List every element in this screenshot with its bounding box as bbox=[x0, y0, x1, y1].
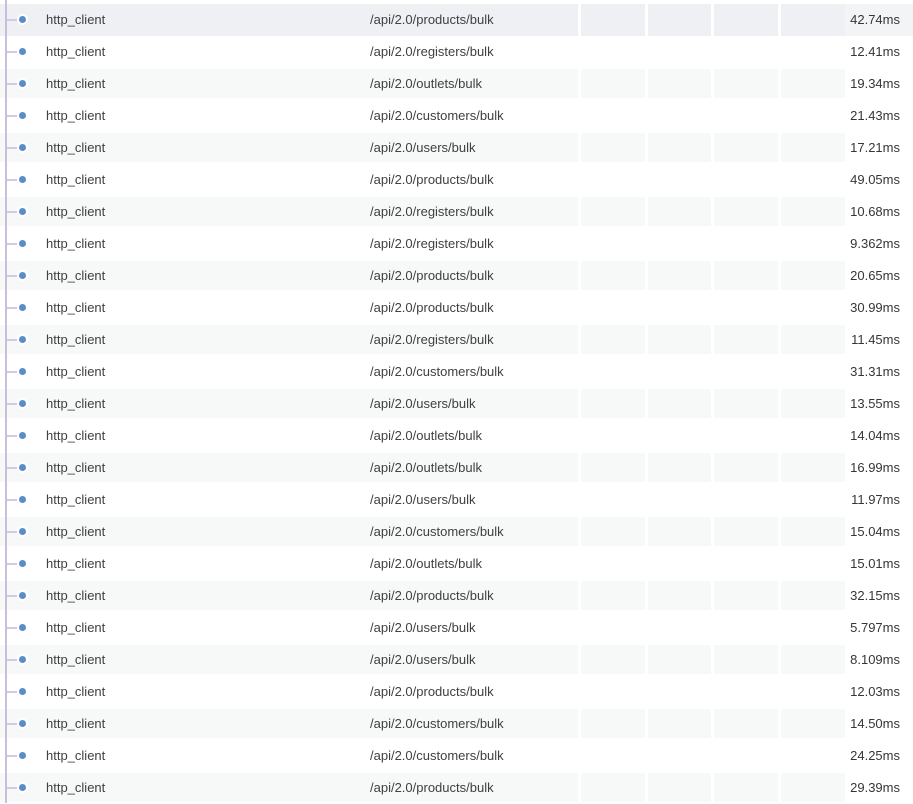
span-type-dot-icon[interactable] bbox=[19, 240, 26, 247]
timeline-grid-divider bbox=[778, 68, 781, 100]
span-duration-value: 12.03ms bbox=[845, 676, 913, 708]
timeline-grid-divider bbox=[578, 580, 581, 612]
span-service-label: http_client bbox=[46, 172, 106, 187]
span-resource-label: /api/2.0/customers/bulk bbox=[370, 748, 504, 763]
span-row[interactable] bbox=[0, 4, 913, 36]
timeline-grid-divider bbox=[578, 772, 581, 804]
timeline-grid-divider bbox=[711, 484, 714, 516]
span-service-label: http_client bbox=[46, 684, 106, 699]
tree-connector-line bbox=[6, 627, 19, 629]
tree-connector-line bbox=[6, 339, 19, 341]
timeline-grid-divider bbox=[645, 68, 648, 100]
span-resource-label: /api/2.0/customers/bulk bbox=[370, 364, 504, 379]
timeline-grid-divider bbox=[645, 644, 648, 676]
span-service-label: http_client bbox=[46, 588, 106, 603]
span-resource-label: /api/2.0/products/bulk bbox=[370, 12, 494, 27]
span-type-dot-icon[interactable] bbox=[19, 656, 26, 663]
tree-connector-line bbox=[6, 691, 19, 693]
timeline-grid-divider bbox=[778, 548, 781, 580]
timeline-grid-divider bbox=[645, 324, 648, 356]
timeline-grid-divider bbox=[645, 228, 648, 260]
tree-connector-line bbox=[6, 371, 19, 373]
timeline-grid-divider bbox=[778, 4, 781, 36]
span-resource-label: /api/2.0/users/bulk bbox=[370, 140, 476, 155]
span-service-label: http_client bbox=[46, 76, 106, 91]
span-duration-value: 17.21ms bbox=[845, 132, 913, 164]
timeline-grid-divider bbox=[778, 516, 781, 548]
span-type-dot-icon[interactable] bbox=[19, 112, 26, 119]
span-row[interactable] bbox=[0, 36, 913, 68]
timeline-grid-divider bbox=[711, 324, 714, 356]
span-service-label: http_client bbox=[46, 620, 106, 635]
span-duration-value: 21.43ms bbox=[845, 100, 913, 132]
span-row[interactable] bbox=[0, 132, 913, 164]
timeline-grid-divider bbox=[578, 484, 581, 516]
span-type-dot-icon[interactable] bbox=[19, 400, 26, 407]
span-type-dot-icon[interactable] bbox=[19, 336, 26, 343]
span-service-label: http_client bbox=[46, 364, 106, 379]
tree-connector-line bbox=[6, 787, 19, 789]
span-service-label: http_client bbox=[46, 556, 106, 571]
tree-connector-line bbox=[6, 147, 19, 149]
span-resource-label: /api/2.0/products/bulk bbox=[370, 300, 494, 315]
timeline-grid-divider bbox=[578, 644, 581, 676]
timeline-grid-divider bbox=[711, 420, 714, 452]
span-service-label: http_client bbox=[46, 268, 106, 283]
timeline-grid-divider bbox=[578, 36, 581, 68]
span-type-dot-icon[interactable] bbox=[19, 560, 26, 567]
span-duration-value: 42.74ms bbox=[845, 4, 913, 36]
span-duration-value: 29.39ms bbox=[845, 772, 913, 804]
timeline-grid-divider bbox=[578, 260, 581, 292]
timeline-grid-divider bbox=[578, 68, 581, 100]
timeline-grid-divider bbox=[578, 292, 581, 324]
timeline-grid-divider bbox=[578, 420, 581, 452]
tree-connector-line bbox=[6, 755, 19, 757]
timeline-grid-divider bbox=[578, 740, 581, 772]
timeline-grid-divider bbox=[578, 324, 581, 356]
span-duration-value: 31.31ms bbox=[845, 356, 913, 388]
span-service-label: http_client bbox=[46, 652, 106, 667]
span-row[interactable] bbox=[0, 164, 913, 196]
span-row[interactable] bbox=[0, 68, 913, 100]
timeline-grid-divider bbox=[711, 356, 714, 388]
span-duration-value: 10.68ms bbox=[845, 196, 913, 228]
span-service-label: http_client bbox=[46, 12, 106, 27]
timeline-grid-divider bbox=[578, 228, 581, 260]
span-row[interactable] bbox=[0, 548, 913, 580]
timeline-grid-divider bbox=[645, 388, 648, 420]
span-row[interactable] bbox=[0, 260, 913, 292]
timeline-grid-divider bbox=[778, 708, 781, 740]
span-type-dot-icon[interactable] bbox=[19, 304, 26, 311]
timeline-grid-divider bbox=[778, 484, 781, 516]
span-duration-value: 49.05ms bbox=[845, 164, 913, 196]
timeline-grid-divider bbox=[578, 100, 581, 132]
span-duration-value: 12.41ms bbox=[845, 36, 913, 68]
span-row[interactable] bbox=[0, 772, 913, 804]
timeline-grid-divider bbox=[778, 260, 781, 292]
timeline-grid-divider bbox=[645, 612, 648, 644]
timeline-grid-divider bbox=[778, 388, 781, 420]
span-duration-value: 15.04ms bbox=[845, 516, 913, 548]
tree-connector-line bbox=[6, 243, 19, 245]
span-type-dot-icon[interactable] bbox=[19, 464, 26, 471]
span-service-label: http_client bbox=[46, 236, 106, 251]
tree-connector-line bbox=[6, 595, 19, 597]
timeline-grid-divider bbox=[578, 356, 581, 388]
span-type-dot-icon[interactable] bbox=[19, 432, 26, 439]
timeline-grid-divider bbox=[711, 164, 714, 196]
span-row[interactable] bbox=[0, 100, 913, 132]
timeline-grid-divider bbox=[778, 196, 781, 228]
span-resource-label: /api/2.0/users/bulk bbox=[370, 652, 476, 667]
span-service-label: http_client bbox=[46, 716, 106, 731]
timeline-grid-divider bbox=[711, 68, 714, 100]
timeline-grid-divider bbox=[778, 324, 781, 356]
span-service-label: http_client bbox=[46, 300, 106, 315]
trace-tree-rail bbox=[5, 0, 7, 803]
timeline-grid-divider bbox=[711, 228, 714, 260]
span-resource-label: /api/2.0/users/bulk bbox=[370, 620, 476, 635]
timeline-grid-divider bbox=[778, 132, 781, 164]
span-type-dot-icon[interactable] bbox=[19, 80, 26, 87]
span-service-label: http_client bbox=[46, 460, 106, 475]
span-resource-label: /api/2.0/users/bulk bbox=[370, 492, 476, 507]
timeline-grid-divider bbox=[711, 388, 714, 420]
timeline-grid-divider bbox=[711, 740, 714, 772]
span-resource-label: /api/2.0/registers/bulk bbox=[370, 44, 494, 59]
span-type-dot-icon[interactable] bbox=[19, 16, 26, 23]
span-type-dot-icon[interactable] bbox=[19, 688, 26, 695]
timeline-grid-divider bbox=[778, 612, 781, 644]
span-duration-value: 32.15ms bbox=[845, 580, 913, 612]
span-row[interactable] bbox=[0, 484, 913, 516]
span-duration-value: 13.55ms bbox=[845, 388, 913, 420]
timeline-grid-divider bbox=[578, 164, 581, 196]
timeline-grid-divider bbox=[778, 452, 781, 484]
span-duration-value: 15.01ms bbox=[845, 548, 913, 580]
span-service-label: http_client bbox=[46, 108, 106, 123]
timeline-grid-divider bbox=[645, 260, 648, 292]
span-row[interactable] bbox=[0, 388, 913, 420]
timeline-grid-divider bbox=[711, 612, 714, 644]
tree-connector-line bbox=[6, 563, 19, 565]
span-row[interactable] bbox=[0, 708, 913, 740]
timeline-grid-divider bbox=[711, 260, 714, 292]
span-resource-label: /api/2.0/customers/bulk bbox=[370, 524, 504, 539]
timeline-grid-divider bbox=[711, 644, 714, 676]
span-resource-label: /api/2.0/users/bulk bbox=[370, 396, 476, 411]
timeline-grid-divider bbox=[778, 36, 781, 68]
timeline-grid-divider bbox=[711, 4, 714, 36]
timeline-grid-divider bbox=[778, 644, 781, 676]
timeline-grid-divider bbox=[711, 132, 714, 164]
span-row[interactable] bbox=[0, 292, 913, 324]
timeline-grid-divider bbox=[711, 580, 714, 612]
span-row[interactable] bbox=[0, 612, 913, 644]
span-row[interactable] bbox=[0, 452, 913, 484]
timeline-grid-divider bbox=[711, 772, 714, 804]
span-service-label: http_client bbox=[46, 748, 106, 763]
timeline-grid-divider bbox=[645, 4, 648, 36]
span-type-dot-icon[interactable] bbox=[19, 784, 26, 791]
timeline-grid-divider bbox=[711, 708, 714, 740]
timeline-grid-divider bbox=[578, 4, 581, 36]
span-service-label: http_client bbox=[46, 780, 106, 795]
timeline-grid-divider bbox=[645, 100, 648, 132]
timeline-grid-divider bbox=[645, 36, 648, 68]
span-resource-label: /api/2.0/customers/bulk bbox=[370, 716, 504, 731]
span-duration-value: 11.45ms bbox=[845, 324, 913, 356]
span-type-dot-icon[interactable] bbox=[19, 272, 26, 279]
span-resource-label: /api/2.0/registers/bulk bbox=[370, 332, 494, 347]
span-type-dot-icon[interactable] bbox=[19, 48, 26, 55]
tree-connector-line bbox=[6, 467, 19, 469]
span-duration-value: 5.797ms bbox=[845, 612, 913, 644]
tree-connector-line bbox=[6, 83, 19, 85]
span-row[interactable] bbox=[0, 740, 913, 772]
tree-connector-line bbox=[6, 19, 19, 21]
timeline-grid-divider bbox=[711, 196, 714, 228]
span-duration-value: 19.34ms bbox=[845, 68, 913, 100]
timeline-grid-divider bbox=[778, 164, 781, 196]
span-service-label: http_client bbox=[46, 428, 106, 443]
span-resource-label: /api/2.0/products/bulk bbox=[370, 172, 494, 187]
span-duration-value: 20.65ms bbox=[845, 260, 913, 292]
timeline-grid-divider bbox=[645, 708, 648, 740]
span-type-dot-icon[interactable] bbox=[19, 528, 26, 535]
span-row[interactable] bbox=[0, 228, 913, 260]
span-list bbox=[0, 4, 913, 804]
span-resource-label: /api/2.0/products/bulk bbox=[370, 588, 494, 603]
timeline-grid-divider bbox=[645, 580, 648, 612]
timeline-grid-divider bbox=[711, 100, 714, 132]
timeline-grid-divider bbox=[578, 708, 581, 740]
span-duration-value: 24.25ms bbox=[845, 740, 913, 772]
span-resource-label: /api/2.0/outlets/bulk bbox=[370, 76, 483, 91]
timeline-grid-divider bbox=[711, 452, 714, 484]
timeline-grid-divider bbox=[645, 292, 648, 324]
tree-connector-line bbox=[6, 403, 19, 405]
timeline-grid-divider bbox=[645, 420, 648, 452]
timeline-grid-divider bbox=[578, 548, 581, 580]
span-resource-label: /api/2.0/products/bulk bbox=[370, 684, 494, 699]
timeline-grid-divider bbox=[778, 420, 781, 452]
tree-connector-line bbox=[6, 307, 19, 309]
tree-connector-line bbox=[6, 211, 19, 213]
span-row[interactable] bbox=[0, 196, 913, 228]
span-type-dot-icon[interactable] bbox=[19, 624, 26, 631]
timeline-grid-divider bbox=[578, 388, 581, 420]
span-service-label: http_client bbox=[46, 524, 106, 539]
span-duration-value: 14.50ms bbox=[845, 708, 913, 740]
timeline-grid-divider bbox=[778, 292, 781, 324]
tree-connector-line bbox=[6, 51, 19, 53]
span-resource-label: /api/2.0/outlets/bulk bbox=[370, 428, 483, 443]
timeline-grid-divider bbox=[778, 676, 781, 708]
span-type-dot-icon[interactable] bbox=[19, 176, 26, 183]
timeline-grid-divider bbox=[778, 228, 781, 260]
span-type-dot-icon[interactable] bbox=[19, 752, 26, 759]
span-row[interactable] bbox=[0, 324, 913, 356]
timeline-grid-divider bbox=[645, 548, 648, 580]
timeline-grid-divider bbox=[578, 612, 581, 644]
timeline-grid-divider bbox=[578, 676, 581, 708]
span-type-dot-icon[interactable] bbox=[19, 208, 26, 215]
span-service-label: http_client bbox=[46, 492, 106, 507]
tree-connector-line bbox=[6, 499, 19, 501]
span-duration-value: 16.99ms bbox=[845, 452, 913, 484]
span-type-dot-icon[interactable] bbox=[19, 144, 26, 151]
span-type-dot-icon[interactable] bbox=[19, 496, 26, 503]
timeline-grid-divider bbox=[578, 516, 581, 548]
timeline-grid-divider bbox=[645, 452, 648, 484]
timeline-grid-divider bbox=[645, 484, 648, 516]
timeline-grid-divider bbox=[778, 772, 781, 804]
span-resource-label: /api/2.0/products/bulk bbox=[370, 780, 494, 795]
timeline-grid-divider bbox=[778, 100, 781, 132]
timeline-grid-divider bbox=[578, 132, 581, 164]
timeline-grid-divider bbox=[645, 356, 648, 388]
span-resource-label: /api/2.0/products/bulk bbox=[370, 268, 494, 283]
span-duration-value: 11.97ms bbox=[845, 484, 913, 516]
timeline-grid-divider bbox=[645, 132, 648, 164]
span-duration-value: 14.04ms bbox=[845, 420, 913, 452]
timeline-grid-divider bbox=[645, 772, 648, 804]
tree-connector-line bbox=[6, 435, 19, 437]
span-row[interactable] bbox=[0, 644, 913, 676]
span-row[interactable] bbox=[0, 356, 913, 388]
timeline-grid-divider bbox=[645, 516, 648, 548]
span-service-label: http_client bbox=[46, 44, 106, 59]
tree-connector-line bbox=[6, 275, 19, 277]
span-duration-value: 9.362ms bbox=[845, 228, 913, 260]
timeline-grid-divider bbox=[645, 196, 648, 228]
timeline-grid-divider bbox=[778, 740, 781, 772]
tree-connector-line bbox=[6, 723, 19, 725]
span-row[interactable] bbox=[0, 580, 913, 612]
span-duration-value: 30.99ms bbox=[845, 292, 913, 324]
span-service-label: http_client bbox=[46, 204, 106, 219]
timeline-grid-divider bbox=[711, 36, 714, 68]
timeline-grid-divider bbox=[711, 292, 714, 324]
timeline-grid-divider bbox=[711, 548, 714, 580]
span-row[interactable] bbox=[0, 676, 913, 708]
span-duration-value: 8.109ms bbox=[845, 644, 913, 676]
timeline-grid-divider bbox=[645, 676, 648, 708]
timeline-grid-divider bbox=[578, 452, 581, 484]
timeline-grid-divider bbox=[645, 164, 648, 196]
span-resource-label: /api/2.0/outlets/bulk bbox=[370, 556, 483, 571]
span-service-label: http_client bbox=[46, 332, 106, 347]
span-type-dot-icon[interactable] bbox=[19, 592, 26, 599]
span-resource-label: /api/2.0/outlets/bulk bbox=[370, 460, 483, 475]
span-row[interactable] bbox=[0, 516, 913, 548]
span-service-label: http_client bbox=[46, 396, 106, 411]
timeline-grid-divider bbox=[578, 196, 581, 228]
timeline-grid-divider bbox=[711, 676, 714, 708]
tree-connector-line bbox=[6, 179, 19, 181]
span-row[interactable] bbox=[0, 420, 913, 452]
span-resource-label: /api/2.0/registers/bulk bbox=[370, 204, 494, 219]
span-type-dot-icon[interactable] bbox=[19, 368, 26, 375]
span-type-dot-icon[interactable] bbox=[19, 720, 26, 727]
tree-connector-line bbox=[6, 531, 19, 533]
tree-connector-line bbox=[6, 115, 19, 117]
timeline-grid-divider bbox=[778, 580, 781, 612]
timeline-grid-divider bbox=[645, 740, 648, 772]
timeline-grid-divider bbox=[778, 356, 781, 388]
timeline-grid-divider bbox=[711, 516, 714, 548]
span-service-label: http_client bbox=[46, 140, 106, 155]
span-resource-label: /api/2.0/customers/bulk bbox=[370, 108, 504, 123]
tree-connector-line bbox=[6, 659, 19, 661]
span-resource-label: /api/2.0/registers/bulk bbox=[370, 236, 494, 251]
